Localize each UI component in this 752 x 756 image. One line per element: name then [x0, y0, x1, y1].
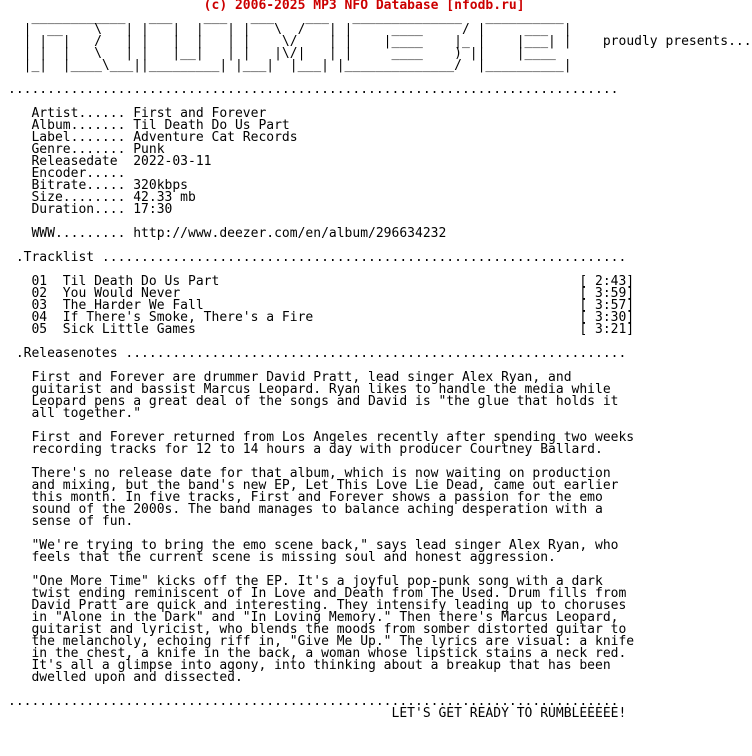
notes-line: sense of fun. [8, 514, 134, 529]
nfo-document [8, 0, 752, 720]
notes-line: dwelled upon and dissected. [8, 670, 243, 685]
field-genre: Genre....... Punk [8, 142, 165, 157]
field-size: Size........ 42.33 mb [8, 190, 196, 205]
notes-line: this month. In five tracks, First and Forever shows a passion for the emo [8, 490, 603, 505]
track-row: 01 Til Death Do Us Part [ 2:43] [8, 274, 635, 289]
footer-text: LET'S GET READY TO RUMBLEEEEE! [8, 706, 627, 721]
notes-line: Leopard pens a great deal of the songs and David is "the glue that holds it [8, 394, 619, 409]
field-label: Label....... Adventure Cat Records [8, 130, 298, 145]
logo-line: | | | / | | | | | | \/ | | |____ |_ | |___| | [8, 34, 572, 49]
notes-line: in the chest, a knife in the back, a woman whose lipstick stains a neck red. [8, 646, 627, 661]
field-www: WWW......... http://www.deezer.com/en/album/296634232 [8, 226, 447, 241]
track-row: 03 The Harder We Fall [ 3:57] [8, 298, 635, 313]
track-row: 04 If There's Smoke, There's a Fire [ 3:30] [8, 310, 635, 325]
notes-line: It's all a glimpse into agony, into thinking about a breakup that has been [8, 658, 611, 673]
field-duration: Duration.... 17:30 [8, 202, 173, 217]
track-row: 02 You Would Never [ 3:59] [8, 286, 635, 301]
notes-line: First and Forever are drummer David Pratt, lead singer Alex Ryan, and [8, 370, 572, 385]
notes-line: There's no release date for that album, which is now waiting on production [8, 466, 611, 481]
releasenotes-header: .Releasenotes ................................................................ [8, 346, 627, 361]
notes-line: in "Alone in the Dark" and "In Loving Memory." Then there's Marcus Leopard, [8, 610, 619, 625]
field-releasedate: Releasedate 2022-03-11 [8, 154, 212, 169]
notes-line: and mixing, but the band's new EP, Let This Love Lie Dead, came out earlier [8, 478, 619, 493]
logo-line: |_| |____\___||_________| |___| |___| |______________/ |__________| [8, 58, 572, 73]
notes-line: the melancholy, echoing riff in, "Give Me Up." The lyrics are visual: a knife [8, 634, 635, 649]
notes-line: feels that the current scene is missing soul and honest aggression. [8, 550, 556, 565]
notes-line: guitarist and bassist Marcus Leopard. Ryan likes to handle the media while [8, 382, 611, 397]
notes-line: "We're trying to bring the emo scene back," says lead singer Alex Ryan, who [8, 538, 619, 553]
notes-line: David Pratt are quick and interesting. They intensify leading up to choruses [8, 598, 627, 613]
track-row: 05 Sick Little Games [ 3:21] [8, 322, 635, 337]
copyright-header: (c) 2006-2025 MP3 NFO Database [nfodb.ru] [8, 0, 525, 13]
presents-text: proudly presents... [602, 34, 752, 49]
notes-line: "One More Time" kicks off the EP. It's a joyful pop-punk song with a dark [8, 574, 603, 589]
field-bitrate: Bitrate..... 320kbps [8, 178, 189, 193]
logo-line: | __ \ | | | | | | \ / | | ____ / | ___ | [8, 22, 572, 37]
notes-line: all together." [8, 406, 142, 421]
tracklist-header: .Tracklist ................................................................... [8, 250, 627, 265]
notes-line: First and Forever returned from Los Angeles recently after spending two weeks [8, 430, 635, 445]
notes-line: sound of the 2000s. The band manages to balance aching desperation with a [8, 502, 603, 517]
field-album: Album....... Til Death Do Us Part [8, 118, 290, 133]
notes-line: recording tracks for 12 to 14 hours a day with producer Courtney Ballard. [8, 442, 603, 457]
field-artist: Artist...... First and Forever [8, 106, 267, 121]
notes-line: twist ending reminiscent of In Love and Death from The Used. Drum fills from [8, 586, 627, 601]
footer-divider: .............................................................................. [8, 694, 619, 709]
logo-line: ____________ ___ ___ ___ ___ ______________ __________ [8, 10, 564, 25]
field-encoder: Encoder..... [8, 166, 126, 181]
notes-line: guitarist and lyricist, who blends the moods from somber distorted guitar to [8, 622, 627, 637]
divider: .............................................................................. [8, 82, 619, 97]
logo-ascii [8, 10, 752, 73]
logo-line: | | | \ | | |__| | | |\/| | | ____ ) || |____ [8, 46, 556, 61]
